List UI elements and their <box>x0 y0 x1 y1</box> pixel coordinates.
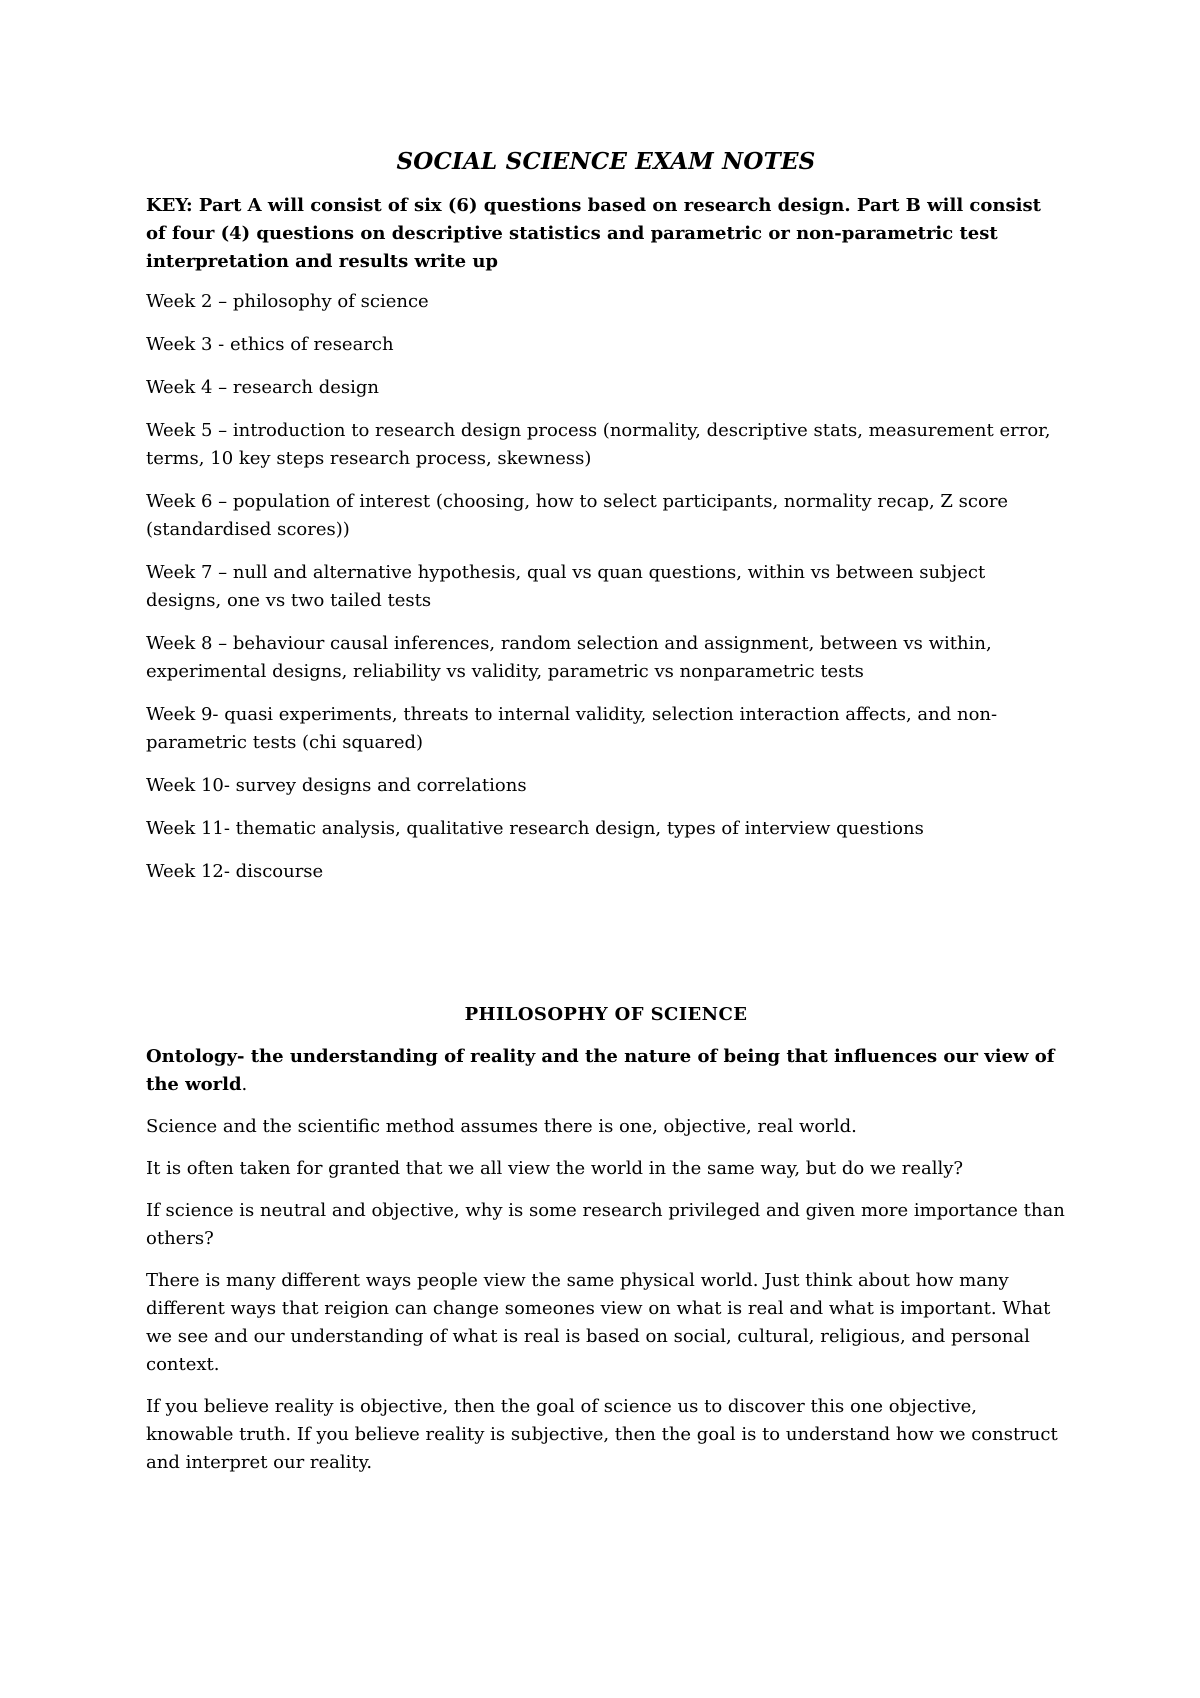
ontology-definition <box>146 1043 1066 1099</box>
week-item: Week 6 – population of interest (choosing, how to select participants, normality recap, Z score (standardised scores)) <box>146 491 1009 540</box>
paragraph: If science is neutral and objective, why is some research privileged and given more importance than others? <box>146 1200 1065 1249</box>
paragraph: If you believe reality is objective, then the goal of science us to discover this one objective, knowable truth. If you believe reality is subjective, then the goal is to understand how we construct and interpret our reality. <box>146 1396 1058 1473</box>
week-item: Week 5 – introduction to research design process (normality, descriptive stats, measurement error, terms, 10 key steps research process, skewness) <box>146 420 1051 469</box>
week-item: Week 2 – philosophy of science <box>146 291 429 312</box>
week-item: Week 8 – behaviour causal inferences, random selection and assignment, between vs within, experimental designs, reliability vs validity, parametric vs nonparametric tests <box>146 633 992 682</box>
definition-term: Ontology- the understanding of reality and the nature of being that influences our view of the world <box>146 1046 1055 1095</box>
definition-end: . <box>241 1074 248 1095</box>
paragraph: Science and the scientific method assumes there is one, objective, real world. <box>146 1116 857 1137</box>
paragraph: There is many different ways people view the same physical world. Just think about how many different ways that reigion can change someones view on what is real and what is important. What we see and our understanding of what is real is based on social, cultural, religious, and personal context. <box>146 1270 1051 1375</box>
document-title: SOCIAL SCIENCE EXAM NOTES <box>396 148 816 175</box>
week-item: Week 12- discourse <box>146 861 324 882</box>
page-content <box>146 148 1066 1491</box>
section-heading: PHILOSOPHY OF SCIENCE <box>464 1004 748 1025</box>
week-item: Week 11- thematic analysis, qualitative research design, types of interview questions <box>146 818 924 839</box>
week-list <box>146 288 1066 886</box>
week-item: Week 10- survey designs and correlations <box>146 775 527 796</box>
week-item: Week 3 - ethics of research <box>146 334 394 355</box>
week-item: Week 4 – research design <box>146 377 380 398</box>
section-spacer <box>146 901 1066 1001</box>
exam-key: KEY: Part A will consist of six (6) questions based on research design. Part B will consist of four (4) questions on descriptive statistics and parametric or non-parametric test interpretation and results write up <box>146 195 1041 272</box>
week-item: Week 9- quasi experiments, threats to internal validity, selection interaction affects, and non-parametric tests (chi squared) <box>146 704 998 753</box>
week-item: Week 7 – null and alternative hypothesis, qual vs quan questions, within vs between subject designs, one vs two tailed tests <box>146 562 986 611</box>
paragraph: It is often taken for granted that we all view the world in the same way, but do we really? <box>146 1158 964 1179</box>
